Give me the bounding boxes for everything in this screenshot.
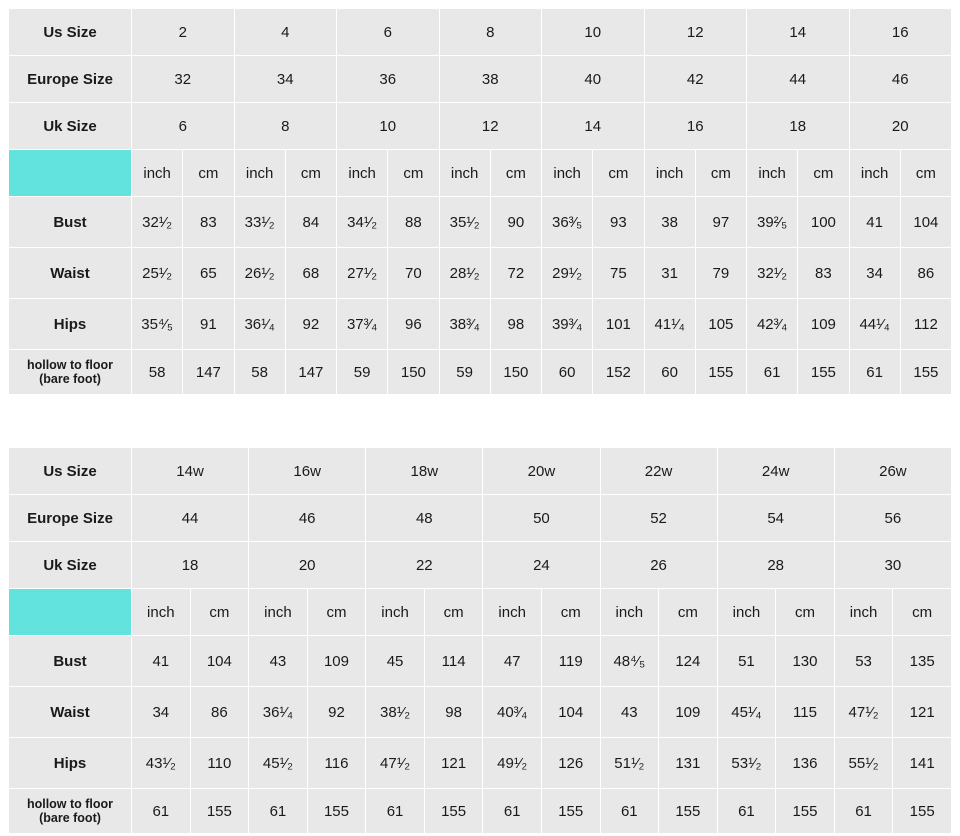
size-cell: 26 xyxy=(600,542,717,589)
unit-cell: inch xyxy=(747,150,798,197)
measurement-cell: 84 xyxy=(285,197,336,248)
measurement-cell: 121 xyxy=(424,738,483,789)
unit-cell: cm xyxy=(695,150,746,197)
unit-cell: cm xyxy=(593,150,644,197)
row-label: Europe Size xyxy=(9,495,132,542)
size-cell: 48 xyxy=(366,495,483,542)
size-cell: 22w xyxy=(600,448,717,495)
measurement-cell: 90 xyxy=(490,197,541,248)
measurement-cell: 141 xyxy=(893,738,952,789)
measurement-cell: 32¹⁄₂ xyxy=(747,248,798,299)
row-label-line2: (bare foot) xyxy=(39,372,101,386)
measurement-cell: 124 xyxy=(659,636,718,687)
unit-cell: cm xyxy=(798,150,849,197)
measurement-cell: 155 xyxy=(190,789,249,834)
size-cell: 46 xyxy=(849,56,952,103)
row-label: Bust xyxy=(9,636,132,687)
measurement-cell: 61 xyxy=(747,350,798,395)
table-row xyxy=(9,350,952,395)
size-cell: 38 xyxy=(439,56,542,103)
unit-cell: inch xyxy=(542,150,593,197)
size-cell: 44 xyxy=(132,495,249,542)
measurement-cell: 147 xyxy=(183,350,234,395)
measurement-cell: 37³⁄₄ xyxy=(337,299,388,350)
measurement-cell: 41 xyxy=(132,636,191,687)
measurement-cell: 152 xyxy=(593,350,644,395)
row-label-line1: hollow to floor xyxy=(26,357,114,372)
unit-cell: cm xyxy=(900,150,951,197)
measurement-cell: 112 xyxy=(900,299,951,350)
table-row xyxy=(9,687,952,738)
unit-cell: inch xyxy=(717,589,776,636)
unit-cell: inch xyxy=(132,150,183,197)
measurement-cell: 100 xyxy=(798,197,849,248)
unit-cell: inch xyxy=(644,150,695,197)
row-label: Waist xyxy=(9,687,132,738)
measurement-cell: 44¹⁄₄ xyxy=(849,299,900,350)
unit-cell: inch xyxy=(366,589,425,636)
measurement-cell: 88 xyxy=(388,197,439,248)
size-cell: 2 xyxy=(132,9,235,56)
measurement-cell: 83 xyxy=(183,197,234,248)
measurement-cell: 116 xyxy=(307,738,366,789)
size-cell: 6 xyxy=(337,9,440,56)
measurement-cell: 35⁴⁄₅ xyxy=(132,299,183,350)
size-cell: 28 xyxy=(717,542,834,589)
size-cell: 36 xyxy=(337,56,440,103)
row-label-line1: hollow to floor xyxy=(26,796,114,811)
measurement-cell: 70 xyxy=(388,248,439,299)
size-cell: 10 xyxy=(542,9,645,56)
measurement-cell: 155 xyxy=(424,789,483,834)
measurement-cell: 33¹⁄₂ xyxy=(234,197,285,248)
table-row xyxy=(9,248,952,299)
unit-cell: inch xyxy=(439,150,490,197)
measurement-cell: 136 xyxy=(776,738,835,789)
measurement-cell: 60 xyxy=(542,350,593,395)
size-cell: 26w xyxy=(834,448,951,495)
table-row xyxy=(9,56,952,103)
measurement-cell: 109 xyxy=(307,636,366,687)
row-label: Uk Size xyxy=(9,542,132,589)
measurement-cell: 130 xyxy=(776,636,835,687)
measurement-cell: 48⁴⁄₅ xyxy=(600,636,659,687)
measurement-cell: 126 xyxy=(541,738,600,789)
measurement-cell: 41 xyxy=(849,197,900,248)
measurement-cell: 34¹⁄₂ xyxy=(337,197,388,248)
size-cell: 16 xyxy=(849,9,952,56)
size-cell: 54 xyxy=(717,495,834,542)
size-cell: 32 xyxy=(132,56,235,103)
measurement-cell: 119 xyxy=(541,636,600,687)
measurement-cell: 147 xyxy=(285,350,336,395)
measurement-cell: 40³⁄₄ xyxy=(483,687,542,738)
measurement-cell: 39²⁄₅ xyxy=(747,197,798,248)
measurement-cell: 60 xyxy=(644,350,695,395)
table-row xyxy=(9,150,952,197)
measurement-cell: 55¹⁄₂ xyxy=(834,738,893,789)
size-cell: 52 xyxy=(600,495,717,542)
size-cell: 14 xyxy=(542,103,645,150)
unit-cell: inch xyxy=(600,589,659,636)
table-row xyxy=(9,738,952,789)
measurement-cell: 150 xyxy=(490,350,541,395)
measurement-cell: 155 xyxy=(900,350,951,395)
size-cell: 20 xyxy=(249,542,366,589)
size-cell: 6 xyxy=(132,103,235,150)
size-cell: 12 xyxy=(644,9,747,56)
measurement-cell: 92 xyxy=(307,687,366,738)
measurement-cell: 42³⁄₄ xyxy=(747,299,798,350)
table-row xyxy=(9,589,952,636)
measurement-cell: 47¹⁄₂ xyxy=(834,687,893,738)
measurement-cell: 155 xyxy=(307,789,366,834)
size-cell: 18w xyxy=(366,448,483,495)
table-row xyxy=(9,299,952,350)
measurement-cell: 51 xyxy=(717,636,776,687)
size-cell: 50 xyxy=(483,495,600,542)
measurement-cell: 26¹⁄₂ xyxy=(234,248,285,299)
size-cell: 46 xyxy=(249,495,366,542)
row-label: Waist xyxy=(9,248,132,299)
unit-cell: cm xyxy=(490,150,541,197)
row-label: Hips xyxy=(9,738,132,789)
measurement-cell: 43 xyxy=(249,636,308,687)
measurement-cell: 36³⁄₅ xyxy=(542,197,593,248)
measurement-cell: 61 xyxy=(849,350,900,395)
size-cell: 24w xyxy=(717,448,834,495)
table-row xyxy=(9,448,952,495)
size-cell: 8 xyxy=(439,9,542,56)
measurement-cell: 38¹⁄₂ xyxy=(366,687,425,738)
measurement-cell: 35¹⁄₂ xyxy=(439,197,490,248)
measurement-cell: 98 xyxy=(490,299,541,350)
measurement-cell: 49¹⁄₂ xyxy=(483,738,542,789)
unit-cell: cm xyxy=(285,150,336,197)
measurement-cell: 29¹⁄₂ xyxy=(542,248,593,299)
measurement-cell: 36¹⁄₄ xyxy=(249,687,308,738)
measurement-cell: 38 xyxy=(644,197,695,248)
measurement-cell: 38³⁄₄ xyxy=(439,299,490,350)
unit-cell: inch xyxy=(483,589,542,636)
measurement-cell: 61 xyxy=(600,789,659,834)
measurement-cell: 53¹⁄₂ xyxy=(717,738,776,789)
row-label: Us Size xyxy=(9,9,132,56)
measurement-cell: 96 xyxy=(388,299,439,350)
unit-cell: cm xyxy=(388,150,439,197)
measurement-cell: 72 xyxy=(490,248,541,299)
measurement-cell: 97 xyxy=(695,197,746,248)
size-cell: 18 xyxy=(747,103,850,150)
measurement-cell: 36¹⁄₄ xyxy=(234,299,285,350)
size-cell: 30 xyxy=(834,542,951,589)
measurement-cell: 43¹⁄₂ xyxy=(132,738,191,789)
measurement-cell: 65 xyxy=(183,248,234,299)
unit-cell: inch xyxy=(249,589,308,636)
measurement-cell: 59 xyxy=(337,350,388,395)
measurement-cell: 101 xyxy=(593,299,644,350)
measurement-cell: 131 xyxy=(659,738,718,789)
table-row xyxy=(9,542,952,589)
unit-cell: inch xyxy=(834,589,893,636)
measurement-cell: 92 xyxy=(285,299,336,350)
measurement-cell: 79 xyxy=(695,248,746,299)
measurement-cell: 51¹⁄₂ xyxy=(600,738,659,789)
measurement-cell: 109 xyxy=(798,299,849,350)
table-spacer xyxy=(8,395,952,447)
size-cell: 16w xyxy=(249,448,366,495)
size-cell: 10 xyxy=(337,103,440,150)
measurement-cell: 86 xyxy=(190,687,249,738)
row-label-blank xyxy=(9,589,132,636)
row-label-hollow-to-floor xyxy=(9,350,132,395)
measurement-cell: 86 xyxy=(900,248,951,299)
size-cell: 34 xyxy=(234,56,337,103)
measurement-cell: 47 xyxy=(483,636,542,687)
size-cell: 44 xyxy=(747,56,850,103)
measurement-cell: 83 xyxy=(798,248,849,299)
measurement-cell: 114 xyxy=(424,636,483,687)
size-cell: 4 xyxy=(234,9,337,56)
measurement-cell: 45¹⁄₄ xyxy=(717,687,776,738)
measurement-cell: 53 xyxy=(834,636,893,687)
table-row xyxy=(9,495,952,542)
measurement-cell: 110 xyxy=(190,738,249,789)
unit-cell: inch xyxy=(337,150,388,197)
size-cell: 22 xyxy=(366,542,483,589)
row-label-hollow-to-floor xyxy=(9,789,132,834)
measurement-cell: 58 xyxy=(234,350,285,395)
measurement-cell: 27¹⁄₂ xyxy=(337,248,388,299)
measurement-cell: 32¹⁄₂ xyxy=(132,197,183,248)
measurement-cell: 75 xyxy=(593,248,644,299)
measurement-cell: 155 xyxy=(798,350,849,395)
measurement-cell: 28¹⁄₂ xyxy=(439,248,490,299)
unit-cell: inch xyxy=(132,589,191,636)
measurement-cell: 93 xyxy=(593,197,644,248)
unit-cell: cm xyxy=(183,150,234,197)
size-cell: 18 xyxy=(132,542,249,589)
measurement-cell: 68 xyxy=(285,248,336,299)
size-cell: 12 xyxy=(439,103,542,150)
table-row xyxy=(9,789,952,834)
measurement-cell: 61 xyxy=(249,789,308,834)
measurement-cell: 34 xyxy=(132,687,191,738)
measurement-cell: 61 xyxy=(132,789,191,834)
unit-cell: inch xyxy=(849,150,900,197)
measurement-cell: 61 xyxy=(366,789,425,834)
measurement-cell: 104 xyxy=(190,636,249,687)
measurement-cell: 150 xyxy=(388,350,439,395)
measurement-cell: 39³⁄₄ xyxy=(542,299,593,350)
table-row xyxy=(9,103,952,150)
measurement-cell: 58 xyxy=(132,350,183,395)
size-cell: 16 xyxy=(644,103,747,150)
measurement-cell: 61 xyxy=(834,789,893,834)
measurement-cell: 155 xyxy=(659,789,718,834)
size-cell: 8 xyxy=(234,103,337,150)
row-label: Uk Size xyxy=(9,103,132,150)
measurement-cell: 43 xyxy=(600,687,659,738)
unit-cell: cm xyxy=(893,589,952,636)
row-label: Europe Size xyxy=(9,56,132,103)
row-label: Us Size xyxy=(9,448,132,495)
measurement-cell: 61 xyxy=(483,789,542,834)
size-cell: 42 xyxy=(644,56,747,103)
measurement-cell: 155 xyxy=(541,789,600,834)
unit-cell: cm xyxy=(190,589,249,636)
measurement-cell: 59 xyxy=(439,350,490,395)
size-cell: 40 xyxy=(542,56,645,103)
unit-cell: cm xyxy=(659,589,718,636)
table-row xyxy=(9,636,952,687)
size-cell: 20 xyxy=(849,103,952,150)
measurement-cell: 109 xyxy=(659,687,718,738)
measurement-cell: 155 xyxy=(893,789,952,834)
measurement-cell: 61 xyxy=(717,789,776,834)
unit-cell: inch xyxy=(234,150,285,197)
measurement-cell: 31 xyxy=(644,248,695,299)
row-label: Bust xyxy=(9,197,132,248)
unit-cell: cm xyxy=(541,589,600,636)
size-cell: 14w xyxy=(132,448,249,495)
row-label: Hips xyxy=(9,299,132,350)
size-cell: 20w xyxy=(483,448,600,495)
size-cell: 24 xyxy=(483,542,600,589)
measurement-cell: 98 xyxy=(424,687,483,738)
table-row xyxy=(9,197,952,248)
measurement-cell: 155 xyxy=(695,350,746,395)
measurement-cell: 41¹⁄₄ xyxy=(644,299,695,350)
size-cell: 14 xyxy=(747,9,850,56)
unit-cell: cm xyxy=(776,589,835,636)
measurement-cell: 104 xyxy=(900,197,951,248)
measurement-cell: 155 xyxy=(776,789,835,834)
measurement-cell: 104 xyxy=(541,687,600,738)
size-cell: 56 xyxy=(834,495,951,542)
table-row xyxy=(9,9,952,56)
measurement-cell: 105 xyxy=(695,299,746,350)
measurement-cell: 45¹⁄₂ xyxy=(249,738,308,789)
plus-size-chart-table xyxy=(8,447,952,834)
unit-cell: cm xyxy=(424,589,483,636)
measurement-cell: 25¹⁄₂ xyxy=(132,248,183,299)
measurement-cell: 121 xyxy=(893,687,952,738)
measurement-cell: 34 xyxy=(849,248,900,299)
measurement-cell: 45 xyxy=(366,636,425,687)
row-label-line2: (bare foot) xyxy=(39,811,101,825)
measurement-cell: 91 xyxy=(183,299,234,350)
measurement-cell: 47¹⁄₂ xyxy=(366,738,425,789)
measurement-cell: 115 xyxy=(776,687,835,738)
unit-cell: cm xyxy=(307,589,366,636)
standard-size-chart-table xyxy=(8,8,952,395)
row-label-blank xyxy=(9,150,132,197)
measurement-cell: 135 xyxy=(893,636,952,687)
